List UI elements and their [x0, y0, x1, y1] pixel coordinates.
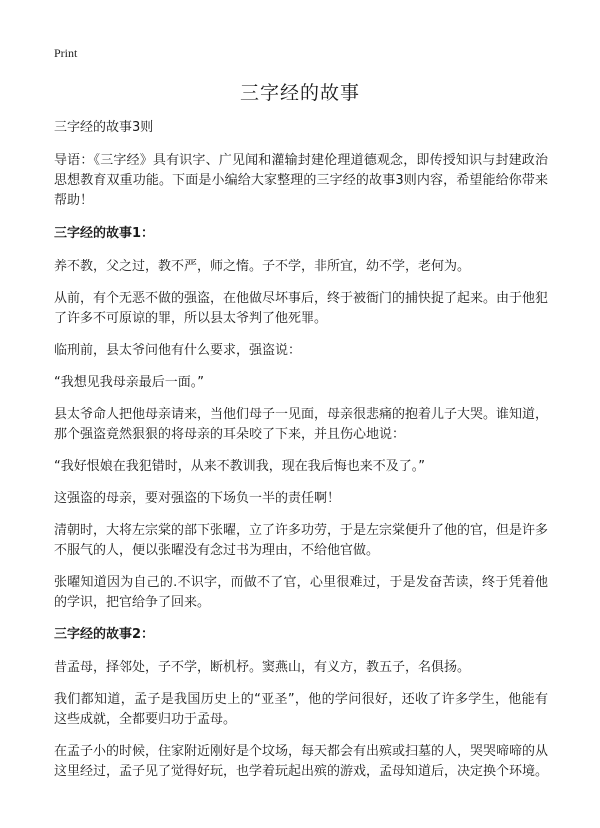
paragraph: 清朝时，大将左宗棠的部下张曜，立了许多功劳，于是左宗棠便升了他的官，但是许多不服气的人，便以张曜没有念过书为理由，不给他官做。	[54, 523, 549, 558]
section-heading: 三字经的故事2：	[54, 627, 155, 642]
story-section-2	[54, 625, 548, 782]
document-body	[54, 118, 548, 794]
paragraph: 这强盗的母亲，要对强盗的下场负一半的责任啊！	[54, 491, 341, 506]
paragraph: 县太爷命人把他母亲请来，当他们母子一见面，母亲很悲痛的抱着儿子大哭。谁知道，那个强盗竟然狠狠的将母亲的耳朵咬了下来，并且伤心地说：	[54, 407, 549, 442]
story-section-1	[54, 224, 548, 613]
paragraph: 从前，有个无恶不做的强盗，在他做尽坏事后，终于被衙门的捕快捉了起来。由于他犯了许多不可原谅的罪，所以县太爷判了他死罪。	[54, 291, 549, 326]
intro-paragraph: 导语：《三字经》具有识字、广见闻和灌输封建伦理道德观念，即传授知识与封建政治思想教育双重功能。下面是小编给大家整理的三字经的故事3则内容，希望能给你带来帮助！	[54, 153, 548, 208]
document-subtitle: 三字经的故事3则	[54, 120, 154, 135]
print-label: Print	[54, 46, 78, 60]
paragraph: 在孟子小的时候，住家附近刚好是个坟场，每天都会有出殡或扫墓的人，哭哭啼啼的从这里经过，孟子见了觉得好玩，也学着玩起出殡的游戏，孟母知道后，决定换个环境。	[54, 744, 549, 779]
paragraph: 张曜知道因为自己的.不识字，而做不了官，心里很难过，于是发奋苦读，终于凭着他的学识，把官给争了回来。	[54, 575, 548, 610]
paragraph: 昔孟母，择邻处，子不学，断机杼。窦燕山，有义方，教五子，名俱扬。	[54, 660, 471, 675]
section-heading: 三字经的故事1：	[54, 226, 155, 241]
paragraph: 养不教，父之过，教不严，师之惰。子不学，非所宜，幼不学，老何为。	[54, 259, 471, 274]
page-title: 三字经的故事	[239, 82, 360, 104]
paragraph: 临刑前，县太爷问他有什么要求，强盗说：	[54, 343, 302, 358]
paragraph: “我好恨娘在我犯错时，从来不教训我，现在我后悔也来不及了。”	[54, 459, 425, 474]
paragraph: 我们都知道，孟子是我国历史上的“亚圣”，他的学问很好，还收了许多学生，他能有这些成就，全都要归功于孟母。	[54, 692, 548, 727]
paragraph: “我想见我母亲最后一面。”	[54, 375, 204, 390]
